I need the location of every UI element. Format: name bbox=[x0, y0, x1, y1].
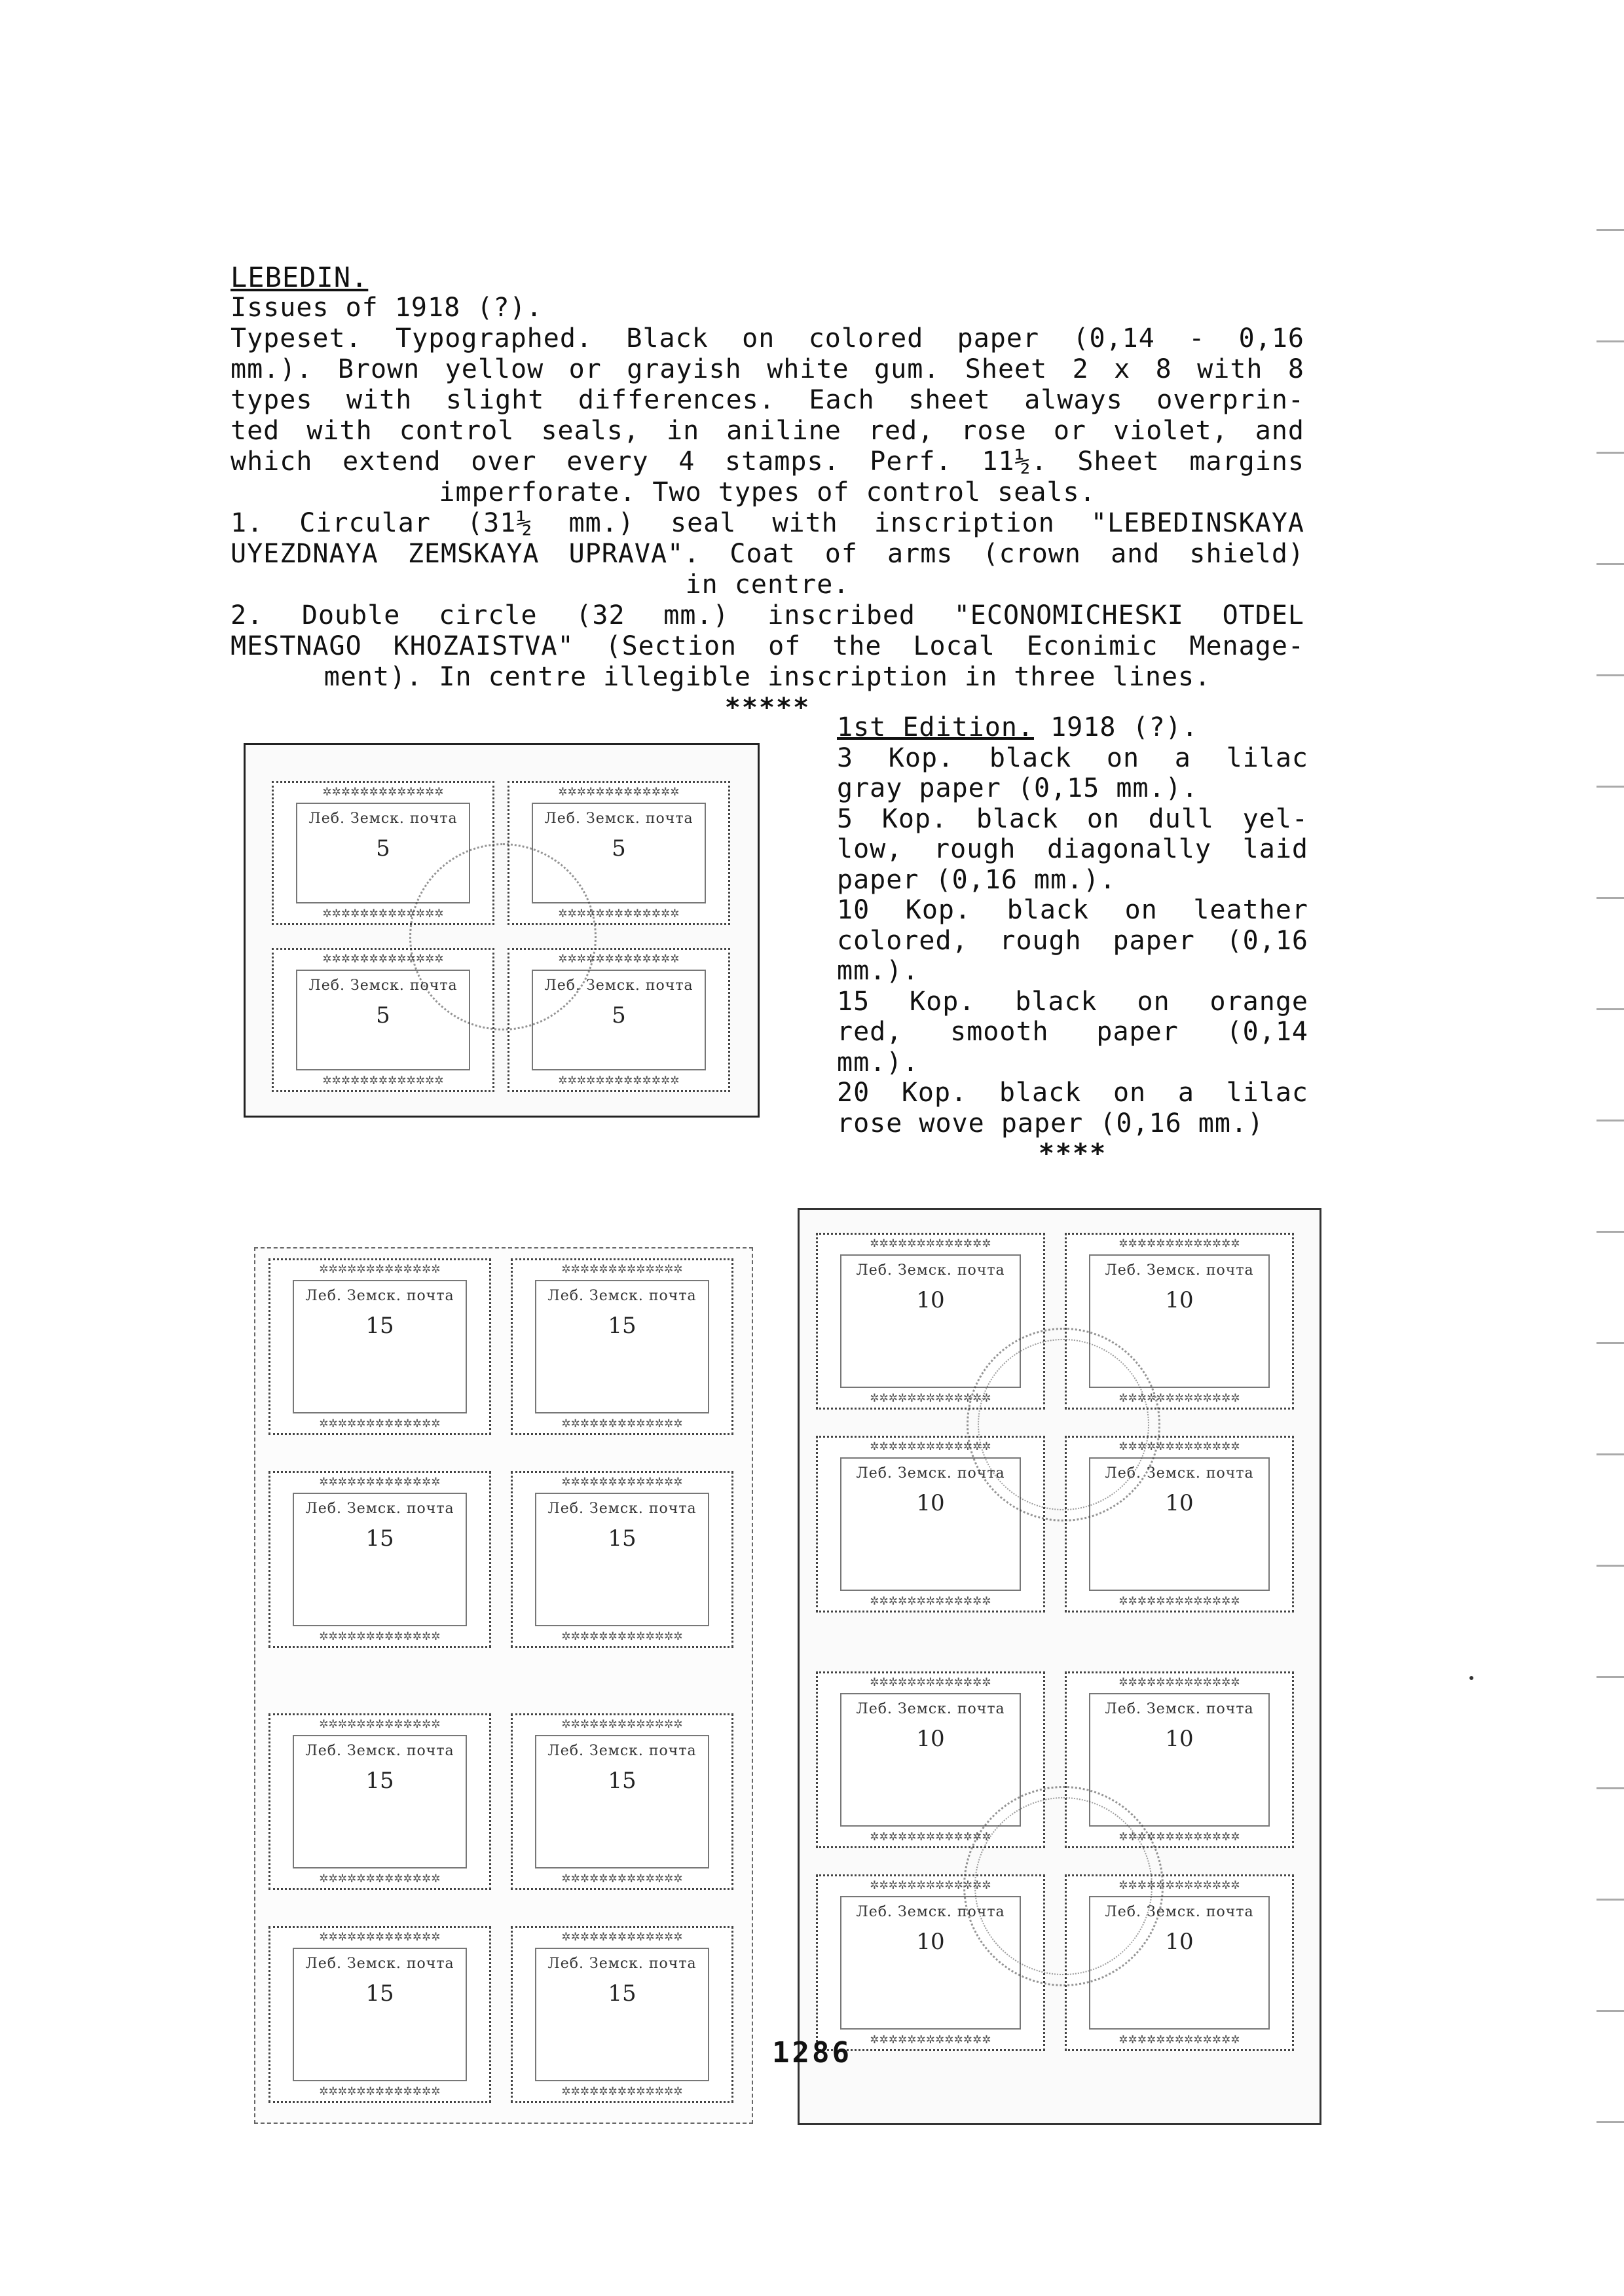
stamp-ornament-border: ✲✲✲✲✲✲✲✲✲✲✲✲✲ bbox=[561, 1872, 683, 1886]
edition-entry-3kop: 3 Kop. black on a lilac bbox=[837, 742, 1308, 773]
seal-type-2-line: MESTNAGO KHOZAISTVA" (Section of the Local Econimic Menage- bbox=[231, 631, 1304, 661]
stamp-label: Леб. Земск. почта bbox=[305, 1956, 454, 1972]
stamp-ornament-border: ✲✲✲✲✲✲✲✲✲✲✲✲✲ bbox=[561, 1263, 683, 1276]
margin-scan-mark bbox=[1596, 1008, 1624, 1010]
edition-heading bbox=[837, 712, 1308, 743]
margin-scan-mark bbox=[1596, 1453, 1624, 1455]
stamp-label: Леб. Земск. почта bbox=[856, 1701, 1005, 1717]
seal-type-2-center: ment). In centre illegible inscription in three lines. bbox=[323, 662, 1211, 692]
stamp-value: 10 bbox=[916, 1490, 945, 1516]
stamp-ornament-border: ✲✲✲✲✲✲✲✲✲✲✲✲✲ bbox=[561, 1630, 683, 1643]
margin-scan-mark bbox=[1596, 1342, 1624, 1344]
stamp-value: 10 bbox=[1165, 1490, 1194, 1516]
stamp-value: 5 bbox=[376, 1002, 390, 1029]
stamp-frame bbox=[293, 1493, 467, 1626]
stamp-value: 15 bbox=[608, 1768, 637, 1794]
description-line: Typeset. Typographed. Black on colored paper (0,14 - 0,16 bbox=[231, 323, 1304, 354]
stamp-ornament-border: ✲✲✲✲✲✲✲✲✲✲✲✲✲ bbox=[322, 907, 444, 920]
stamp-label: Леб. Земск. почта bbox=[1105, 1701, 1254, 1717]
edition-entry-10kop: 10 Kop. black on leather bbox=[837, 895, 1308, 925]
stamp-value: 10 bbox=[916, 1726, 945, 1752]
control-seal-double-circle bbox=[967, 1328, 1160, 1522]
margin-scan-mark bbox=[1596, 229, 1624, 231]
description-line-centered: imperforate. Two types of control seals. bbox=[439, 477, 1096, 507]
seal-type-2-line: 2. Double circle (32 mm.) inscribed "ECONOMICHESKI OTDEL bbox=[231, 600, 1304, 630]
margin-scan-mark bbox=[1596, 1787, 1624, 1789]
stamp-label: Леб. Земск. почта bbox=[547, 1743, 697, 1759]
stamp-label: Леб. Земск. почта bbox=[544, 977, 693, 994]
issues-line: Issues of 1918 (?). bbox=[231, 293, 543, 323]
stamp-value: 15 bbox=[365, 1980, 394, 2007]
edition-entry-5kop: paper (0,16 mm.). bbox=[837, 864, 1116, 895]
stamp-value: 15 bbox=[365, 1525, 394, 1552]
seal-type-1-line: 1. Circular (31½ mm.) seal with inscription "LEBEDINSKAYA bbox=[231, 508, 1304, 538]
stamp-ornament-border: ✲✲✲✲✲✲✲✲✲✲✲✲✲ bbox=[558, 1074, 680, 1087]
margin-scan-mark bbox=[1596, 2121, 1624, 2123]
stamp-ornament-border: ✲✲✲✲✲✲✲✲✲✲✲✲✲ bbox=[870, 1392, 991, 1405]
stamp-ornament-border: ✲✲✲✲✲✲✲✲✲✲✲✲✲ bbox=[870, 1237, 991, 1250]
stamp-value: 15 bbox=[608, 1525, 637, 1552]
stamp-frame bbox=[293, 1735, 467, 1868]
stamp-value: 15 bbox=[608, 1980, 637, 2007]
stamp-block-10kop bbox=[798, 1208, 1321, 2125]
edition-entry-3kop: gray paper (0,15 mm.). bbox=[837, 773, 1198, 803]
stamp-value: 10 bbox=[1165, 1287, 1194, 1313]
edition-year: 1918 (?). bbox=[1050, 712, 1198, 742]
edition-title: 1st Edition. bbox=[837, 712, 1034, 742]
stamp-ornament-border: ✲✲✲✲✲✲✲✲✲✲✲✲✲ bbox=[1118, 1237, 1240, 1250]
stamp-ornament-border: ✲✲✲✲✲✲✲✲✲✲✲✲✲ bbox=[322, 786, 444, 799]
stamp-value: 15 bbox=[608, 1313, 637, 1339]
margin-scan-mark bbox=[1596, 452, 1624, 454]
stamp-ornament-border: ✲✲✲✲✲✲✲✲✲✲✲✲✲ bbox=[558, 953, 680, 966]
seal-type-1-line: UYEZDNAYA ZEMSKAYA UPRAVA". Coat of arms (crown and shield) bbox=[231, 539, 1304, 569]
description-line: which extend over every 4 stamps. Perf. 11½. Sheet margins bbox=[231, 446, 1304, 477]
stamp-label: Леб. Земск. почта bbox=[305, 1501, 454, 1517]
edition-entry-10kop: mm.). bbox=[837, 956, 919, 986]
stamp-ornament-border: ✲✲✲✲✲✲✲✲✲✲✲✲✲ bbox=[1118, 1595, 1240, 1608]
stamp-frame bbox=[293, 1948, 467, 2081]
stamp-15kop bbox=[511, 1926, 733, 2103]
stamp-label: Леб. Земск. почта bbox=[544, 811, 693, 827]
stamp-value: 10 bbox=[916, 1287, 945, 1313]
stamp-ornament-border: ✲✲✲✲✲✲✲✲✲✲✲✲✲ bbox=[319, 1872, 441, 1886]
heading-lebedin: LEBEDIN. bbox=[231, 261, 369, 293]
stamp-ornament-border: ✲✲✲✲✲✲✲✲✲✲✲✲✲ bbox=[558, 786, 680, 799]
stamp-label: Леб. Земск. почта bbox=[856, 1904, 1005, 1920]
stamp-ornament-border: ✲✲✲✲✲✲✲✲✲✲✲✲✲ bbox=[319, 1476, 441, 1489]
stamp-value: 5 bbox=[612, 1002, 626, 1029]
stamp-frame bbox=[840, 1693, 1021, 1827]
stamp-ornament-border: ✲✲✲✲✲✲✲✲✲✲✲✲✲ bbox=[319, 1931, 441, 1944]
control-seal-circular bbox=[409, 843, 597, 1030]
edition-entry-5kop: 5 Kop. black on dull yel- bbox=[837, 803, 1308, 834]
margin-scan-mark bbox=[1596, 786, 1624, 788]
stamp-ornament-border: ✲✲✲✲✲✲✲✲✲✲✲✲✲ bbox=[319, 1718, 441, 1731]
stamp-label: Леб. Земск. почта bbox=[547, 1956, 697, 1972]
stamp-ornament-border: ✲✲✲✲✲✲✲✲✲✲✲✲✲ bbox=[561, 2085, 683, 2098]
margin-scan-mark bbox=[1596, 1676, 1624, 1678]
seal-type-1-center: in centre. bbox=[685, 570, 850, 600]
stamp-label: Леб. Земск. почта bbox=[856, 1262, 1005, 1279]
stamp-ornament-border: ✲✲✲✲✲✲✲✲✲✲✲✲✲ bbox=[870, 1440, 991, 1453]
edition-entry-15kop: mm.). bbox=[837, 1047, 919, 1078]
stamp-ornament-border: ✲✲✲✲✲✲✲✲✲✲✲✲✲ bbox=[870, 2033, 991, 2047]
description-line: ted with control seals, in aniline red, rose or violet, and bbox=[231, 416, 1304, 446]
stamp-frame bbox=[535, 1948, 709, 2081]
stamp-ornament-border: ✲✲✲✲✲✲✲✲✲✲✲✲✲ bbox=[561, 1417, 683, 1430]
stamp-ornament-border: ✲✲✲✲✲✲✲✲✲✲✲✲✲ bbox=[1118, 1879, 1240, 1892]
margin-scan-mark bbox=[1596, 1899, 1624, 1901]
margin-scan-mark bbox=[1596, 340, 1624, 342]
stamp-15kop bbox=[268, 1713, 491, 1890]
stamp-value: 10 bbox=[916, 1929, 945, 1955]
stamp-15kop bbox=[511, 1258, 733, 1435]
stamp-value: 5 bbox=[376, 835, 390, 862]
margin-scan-mark bbox=[1596, 2010, 1624, 2012]
stamp-label: Леб. Земск. почта bbox=[547, 1288, 697, 1304]
margin-scan-mark bbox=[1596, 1565, 1624, 1567]
stamp-15kop bbox=[268, 1471, 491, 1648]
stamp-label: Леб. Земск. почта bbox=[308, 811, 458, 827]
stamp-ornament-border: ✲✲✲✲✲✲✲✲✲✲✲✲✲ bbox=[319, 1417, 441, 1430]
stamp-15kop bbox=[268, 1926, 491, 2103]
description-line: mm.). Brown yellow or grayish white gum. Sheet 2 x 8 with 8 bbox=[231, 354, 1304, 384]
stamp-ornament-border: ✲✲✲✲✲✲✲✲✲✲✲✲✲ bbox=[319, 1263, 441, 1276]
stamp-ornament-border: ✲✲✲✲✲✲✲✲✲✲✲✲✲ bbox=[1118, 1676, 1240, 1689]
edition-section bbox=[837, 712, 1308, 1169]
stamp-frame bbox=[535, 1493, 709, 1626]
stamp-15kop bbox=[268, 1258, 491, 1435]
stamp-15kop bbox=[511, 1713, 733, 1890]
stamp-ornament-border: ✲✲✲✲✲✲✲✲✲✲✲✲✲ bbox=[322, 1074, 444, 1087]
stamp-ornament-border: ✲✲✲✲✲✲✲✲✲✲✲✲✲ bbox=[319, 1630, 441, 1643]
margin-scan-mark bbox=[1596, 563, 1624, 565]
control-seal-double-circle bbox=[963, 1786, 1164, 1986]
stamp-block-5kop bbox=[244, 743, 760, 1118]
stamp-ornament-border: ✲✲✲✲✲✲✲✲✲✲✲✲✲ bbox=[1118, 1392, 1240, 1405]
edition-entry-15kop: 15 Kop. black on orange bbox=[837, 986, 1308, 1017]
stamp-value: 5 bbox=[612, 835, 626, 862]
stamp-label: Леб. Земск. почта bbox=[856, 1465, 1005, 1482]
margin-scan-mark bbox=[1596, 897, 1624, 899]
stamp-ornament-border: ✲✲✲✲✲✲✲✲✲✲✲✲✲ bbox=[1118, 2033, 1240, 2047]
edition-entry-20kop: rose wove paper (0,16 mm.) bbox=[837, 1108, 1264, 1139]
stamp-ornament-border: ✲✲✲✲✲✲✲✲✲✲✲✲✲ bbox=[870, 1879, 991, 1892]
edition-separator-stars: **** bbox=[1038, 1139, 1107, 1169]
stamp-value: 15 bbox=[365, 1313, 394, 1339]
section-separator-stars: ***** bbox=[724, 693, 811, 723]
stamp-ornament-border: ✲✲✲✲✲✲✲✲✲✲✲✲✲ bbox=[870, 1676, 991, 1689]
page-number: 1286 bbox=[772, 2036, 852, 2069]
stamp-frame bbox=[293, 1280, 467, 1413]
stamp-15kop bbox=[511, 1471, 733, 1648]
stamp-ornament-border: ✲✲✲✲✲✲✲✲✲✲✲✲✲ bbox=[558, 907, 680, 920]
stamp-value: 10 bbox=[1165, 1726, 1194, 1752]
stamp-ornament-border: ✲✲✲✲✲✲✲✲✲✲✲✲✲ bbox=[322, 953, 444, 966]
stamp-ornament-border: ✲✲✲✲✲✲✲✲✲✲✲✲✲ bbox=[561, 1931, 683, 1944]
stamp-value: 15 bbox=[365, 1768, 394, 1794]
stamp-ornament-border: ✲✲✲✲✲✲✲✲✲✲✲✲✲ bbox=[561, 1476, 683, 1489]
stamp-value: 10 bbox=[1165, 1929, 1194, 1955]
stamp-frame bbox=[535, 1735, 709, 1868]
stamp-label: Леб. Земск. почта bbox=[305, 1743, 454, 1759]
edition-entry-15kop: red, smooth paper (0,14 bbox=[837, 1017, 1308, 1047]
margin-scan-mark bbox=[1596, 1231, 1624, 1233]
stamp-ornament-border: ✲✲✲✲✲✲✲✲✲✲✲✲✲ bbox=[870, 1831, 991, 1844]
intro-section bbox=[231, 262, 1304, 723]
stamp-label: Леб. Земск. почта bbox=[1105, 1465, 1254, 1482]
scan-speck bbox=[1469, 1676, 1473, 1680]
stamp-ornament-border: ✲✲✲✲✲✲✲✲✲✲✲✲✲ bbox=[1118, 1440, 1240, 1453]
stamp-ornament-border: ✲✲✲✲✲✲✲✲✲✲✲✲✲ bbox=[319, 2085, 441, 2098]
stamp-label: Леб. Земск. почта bbox=[305, 1288, 454, 1304]
description-line: types with slight differences. Each sheet always overprin- bbox=[231, 385, 1304, 415]
stamp-ornament-border: ✲✲✲✲✲✲✲✲✲✲✲✲✲ bbox=[870, 1595, 991, 1608]
stamp-ornament-border: ✲✲✲✲✲✲✲✲✲✲✲✲✲ bbox=[561, 1718, 683, 1731]
edition-entry-10kop: colored, rough paper (0,16 bbox=[837, 925, 1308, 956]
edition-entry-20kop: 20 Kop. black on a lilac bbox=[837, 1078, 1308, 1108]
stamp-ornament-border: ✲✲✲✲✲✲✲✲✲✲✲✲✲ bbox=[1118, 1831, 1240, 1844]
stamp-label: Леб. Земск. почта bbox=[1105, 1904, 1254, 1920]
margin-scan-mark bbox=[1596, 1120, 1624, 1121]
edition-entry-5kop: low, rough diagonally laid bbox=[837, 834, 1308, 864]
stamp-block-15kop bbox=[254, 1247, 753, 2124]
stamp-frame bbox=[535, 1280, 709, 1413]
stamp-label: Леб. Земск. почта bbox=[308, 977, 458, 994]
stamp-label: Леб. Земск. почта bbox=[547, 1501, 697, 1517]
margin-scan-mark bbox=[1596, 674, 1624, 676]
stamp-label: Леб. Земск. почта bbox=[1105, 1262, 1254, 1279]
